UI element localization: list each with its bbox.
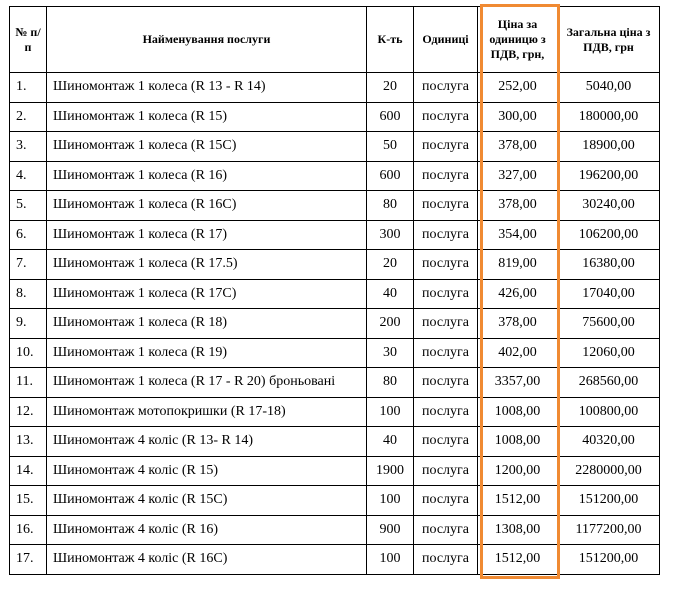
services-table: [9, 6, 660, 575]
cell-price: 300,00: [478, 102, 558, 132]
table-row: [10, 250, 660, 280]
cell-price: 378,00: [478, 309, 558, 339]
cell-num: 10.: [10, 338, 47, 368]
cell-total: 12060,00: [558, 338, 660, 368]
table-row: [10, 220, 660, 250]
cell-num: 9.: [10, 309, 47, 339]
cell-num: 7.: [10, 250, 47, 280]
cell-total: 180000,00: [558, 102, 660, 132]
cell-total: 75600,00: [558, 309, 660, 339]
cell-unit: послуга: [414, 486, 478, 516]
cell-qty: 50: [367, 132, 414, 162]
cell-name: Шиномонтаж 1 колеса (R 18): [47, 309, 367, 339]
cell-unit: послуга: [414, 309, 478, 339]
header-price: Ціна за одиницю з ПДВ, грн,: [478, 7, 558, 73]
cell-unit: послуга: [414, 250, 478, 280]
cell-price: 426,00: [478, 279, 558, 309]
table-row: [10, 132, 660, 162]
cell-name: Шиномонтаж 1 колеса (R 19): [47, 338, 367, 368]
cell-name: Шиномонтаж 1 колеса (R 17): [47, 220, 367, 250]
cell-unit: послуга: [414, 338, 478, 368]
cell-name: Шиномонтаж 1 колеса (R 16C): [47, 191, 367, 221]
cell-total: 2280000,00: [558, 456, 660, 486]
cell-num: 1.: [10, 73, 47, 103]
table-row: [10, 338, 660, 368]
header-qty: К-ть: [367, 7, 414, 73]
cell-total: 268560,00: [558, 368, 660, 398]
cell-num: 14.: [10, 456, 47, 486]
cell-unit: послуга: [414, 132, 478, 162]
cell-num: 12.: [10, 397, 47, 427]
cell-num: 16.: [10, 515, 47, 545]
cell-qty: 30: [367, 338, 414, 368]
table-row: [10, 545, 660, 575]
cell-qty: 100: [367, 545, 414, 575]
header-num: № п/п: [10, 7, 47, 73]
cell-qty: 600: [367, 102, 414, 132]
cell-unit: послуга: [414, 161, 478, 191]
cell-name: Шиномонтаж 1 колеса (R 15C): [47, 132, 367, 162]
cell-name: Шиномонтаж 4 коліс (R 16C): [47, 545, 367, 575]
cell-total: 151200,00: [558, 545, 660, 575]
cell-qty: 40: [367, 279, 414, 309]
cell-num: 6.: [10, 220, 47, 250]
cell-qty: 900: [367, 515, 414, 545]
cell-qty: 20: [367, 73, 414, 103]
cell-total: 17040,00: [558, 279, 660, 309]
cell-price: 354,00: [478, 220, 558, 250]
cell-price: 1512,00: [478, 486, 558, 516]
table-row: [10, 73, 660, 103]
cell-name: Шиномонтаж 1 колеса (R 16): [47, 161, 367, 191]
cell-name: Шиномонтаж 4 коліс (R 15): [47, 456, 367, 486]
cell-num: 4.: [10, 161, 47, 191]
cell-total: 40320,00: [558, 427, 660, 457]
cell-unit: послуга: [414, 220, 478, 250]
table-row: [10, 427, 660, 457]
cell-num: 15.: [10, 486, 47, 516]
table-row: [10, 397, 660, 427]
cell-qty: 40: [367, 427, 414, 457]
table-header-row: [10, 7, 660, 73]
cell-name: Шиномонтаж мотопокришки (R 17-18): [47, 397, 367, 427]
cell-total: 30240,00: [558, 191, 660, 221]
cell-total: 16380,00: [558, 250, 660, 280]
cell-name: Шиномонтаж 4 коліс (R 15C): [47, 486, 367, 516]
cell-unit: послуга: [414, 191, 478, 221]
table-row: [10, 309, 660, 339]
cell-price: 327,00: [478, 161, 558, 191]
cell-name: Шиномонтаж 1 колеса (R 17.5): [47, 250, 367, 280]
cell-price: 252,00: [478, 73, 558, 103]
header-total: Загальна ціна з ПДВ, грн: [558, 7, 660, 73]
cell-total: 5040,00: [558, 73, 660, 103]
cell-price: 1308,00: [478, 515, 558, 545]
cell-price: 819,00: [478, 250, 558, 280]
table-row: [10, 456, 660, 486]
table-row: [10, 486, 660, 516]
cell-unit: послуга: [414, 545, 478, 575]
cell-name: Шиномонтаж 4 коліс (R 13- R 14): [47, 427, 367, 457]
header-name: Найменування послуги: [47, 7, 367, 73]
cell-qty: 20: [367, 250, 414, 280]
cell-qty: 600: [367, 161, 414, 191]
cell-num: 8.: [10, 279, 47, 309]
cell-qty: 100: [367, 397, 414, 427]
table-row: [10, 191, 660, 221]
cell-unit: послуга: [414, 73, 478, 103]
cell-price: 1008,00: [478, 397, 558, 427]
cell-unit: послуга: [414, 102, 478, 132]
cell-name: Шиномонтаж 1 колеса (R 13 - R 14): [47, 73, 367, 103]
table-body: [10, 73, 660, 575]
cell-total: 151200,00: [558, 486, 660, 516]
cell-unit: послуга: [414, 368, 478, 398]
cell-name: Шиномонтаж 4 коліс (R 16): [47, 515, 367, 545]
cell-total: 1177200,00: [558, 515, 660, 545]
cell-price: 1008,00: [478, 427, 558, 457]
cell-unit: послуга: [414, 279, 478, 309]
cell-num: 3.: [10, 132, 47, 162]
cell-num: 17.: [10, 545, 47, 575]
cell-qty: 80: [367, 191, 414, 221]
cell-price: 3357,00: [478, 368, 558, 398]
cell-unit: послуга: [414, 397, 478, 427]
cell-total: 100800,00: [558, 397, 660, 427]
cell-price: 378,00: [478, 191, 558, 221]
cell-total: 196200,00: [558, 161, 660, 191]
cell-qty: 100: [367, 486, 414, 516]
cell-total: 106200,00: [558, 220, 660, 250]
cell-unit: послуга: [414, 515, 478, 545]
cell-unit: послуга: [414, 427, 478, 457]
cell-unit: послуга: [414, 456, 478, 486]
cell-qty: 1900: [367, 456, 414, 486]
cell-price: 402,00: [478, 338, 558, 368]
cell-qty: 200: [367, 309, 414, 339]
table-row: [10, 515, 660, 545]
cell-name: Шиномонтаж 1 колеса (R 17 - R 20) броньовані: [47, 368, 367, 398]
cell-num: 11.: [10, 368, 47, 398]
table-row: [10, 161, 660, 191]
table-row: [10, 102, 660, 132]
cell-qty: 80: [367, 368, 414, 398]
cell-total: 18900,00: [558, 132, 660, 162]
cell-price: 378,00: [478, 132, 558, 162]
cell-num: 13.: [10, 427, 47, 457]
cell-price: 1512,00: [478, 545, 558, 575]
cell-num: 2.: [10, 102, 47, 132]
cell-name: Шиномонтаж 1 колеса (R 15): [47, 102, 367, 132]
cell-qty: 300: [367, 220, 414, 250]
cell-price: 1200,00: [478, 456, 558, 486]
table-row: [10, 368, 660, 398]
header-unit: Одиниці: [414, 7, 478, 73]
cell-name: Шиномонтаж 1 колеса (R 17C): [47, 279, 367, 309]
table-row: [10, 279, 660, 309]
cell-num: 5.: [10, 191, 47, 221]
